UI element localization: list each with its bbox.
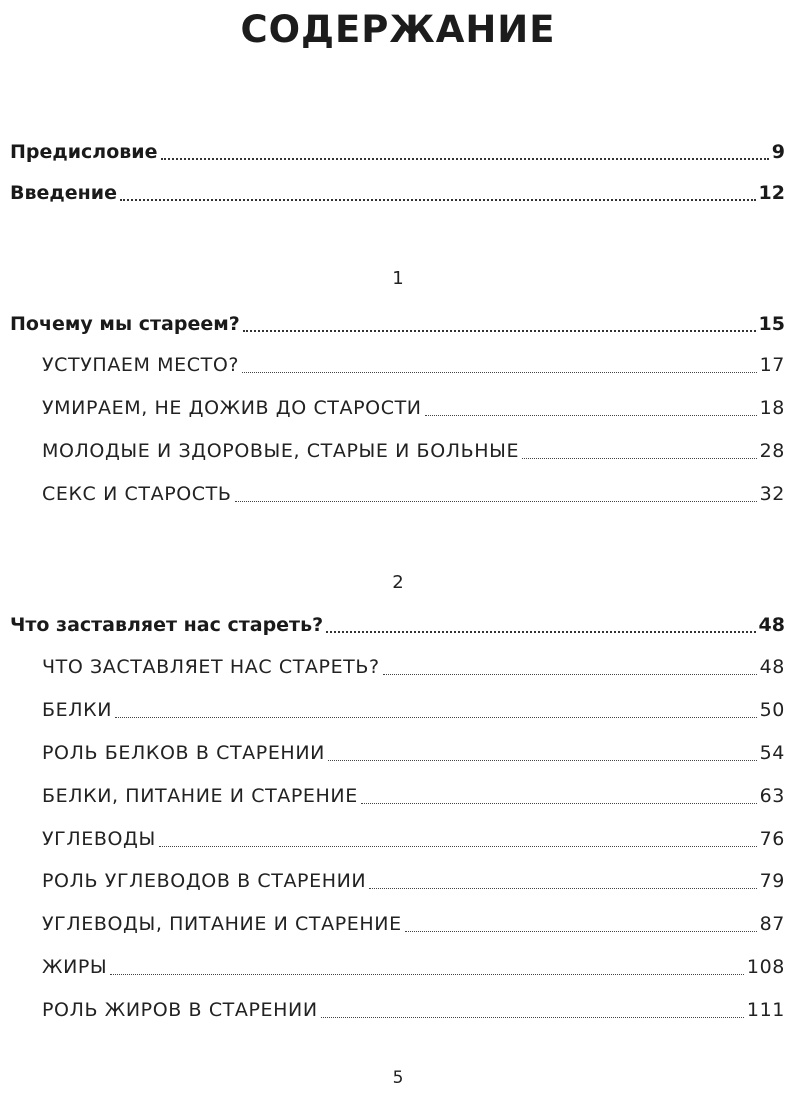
dot-leader: [361, 803, 757, 804]
toc-section-entry[interactable]: [42, 656, 785, 678]
toc-entry-page: 18: [759, 397, 785, 419]
toc-entry-label: РОЛЬ ЖИРОВ В СТАРЕНИИ: [42, 999, 318, 1021]
toc-entry-label: ЖИРЫ: [42, 956, 108, 978]
page-number: 5: [392, 1068, 404, 1088]
toc-section-entry[interactable]: [42, 483, 785, 505]
toc-chapter-title[interactable]: [10, 614, 785, 636]
chapter-number: 1: [392, 268, 404, 289]
toc-entry-label: БЕЛКИ, ПИТАНИЕ И СТАРЕНИЕ: [42, 785, 358, 807]
dot-leader: [115, 717, 757, 718]
toc-section-entry[interactable]: [42, 354, 785, 376]
dot-leader: [369, 888, 756, 889]
toc-entry-page: 63: [759, 785, 785, 807]
toc-entry-page: 50: [759, 699, 785, 721]
toc-section-entry[interactable]: [42, 397, 785, 419]
dot-leader: [321, 1017, 744, 1018]
page-title: СОДЕРЖАНИЕ: [240, 8, 556, 51]
toc-entry-page: 32: [759, 483, 785, 505]
toc-entry-page: 108: [746, 956, 785, 978]
dot-leader: [120, 199, 756, 201]
dot-leader: [161, 158, 769, 160]
toc-section-entry[interactable]: [42, 870, 785, 892]
toc-entry-page: 111: [746, 999, 785, 1021]
toc-entry-page: 48: [759, 656, 785, 678]
toc-section-entry[interactable]: [42, 785, 785, 807]
toc-entry-label: Предисловие: [10, 141, 158, 163]
toc-entry-page: 48: [758, 614, 785, 636]
dot-leader: [383, 674, 757, 675]
dot-leader: [326, 631, 755, 633]
toc-entry-page: 15: [758, 313, 785, 335]
toc-entry-page: 12: [758, 182, 785, 204]
toc-entry-page: 76: [759, 828, 785, 850]
toc-entry-preface[interactable]: [10, 141, 785, 163]
dot-leader: [159, 846, 757, 847]
toc-entry-introduction[interactable]: [10, 182, 785, 204]
toc-entry-label: Что заставляет нас стареть?: [10, 614, 324, 636]
toc-entry-label: ЧТО ЗАСТАВЛЯЕТ НАС СТАРЕТЬ?: [42, 656, 380, 678]
toc-section-entry[interactable]: [42, 742, 785, 764]
chapter-number: 2: [392, 572, 404, 593]
toc-entry-label: УСТУПАЕМ МЕСТО?: [42, 354, 240, 376]
dot-leader: [243, 330, 756, 332]
toc-entry-label: Введение: [10, 182, 117, 204]
toc-entry-page: 79: [759, 870, 785, 892]
toc-entry-label: Почему мы стареем?: [10, 313, 240, 335]
dot-leader: [235, 501, 757, 502]
toc-section-entry[interactable]: [42, 828, 785, 850]
dot-leader: [522, 458, 756, 459]
toc-entry-label: РОЛЬ УГЛЕВОДОВ В СТАРЕНИИ: [42, 870, 367, 892]
toc-entry-label: УГЛЕВОДЫ: [42, 828, 156, 850]
dot-leader: [405, 931, 757, 932]
toc-entry-page: 9: [771, 141, 785, 163]
toc-entry-label: РОЛЬ БЕЛКОВ В СТАРЕНИИ: [42, 742, 325, 764]
toc-chapter-title[interactable]: [10, 313, 785, 335]
toc-entry-page: 28: [759, 440, 785, 462]
toc-entry-label: БЕЛКИ: [42, 699, 113, 721]
dot-leader: [425, 415, 757, 416]
toc-entry-label: УМИРАЕМ, НЕ ДОЖИВ ДО СТАРОСТИ: [42, 397, 422, 419]
toc-section-entry[interactable]: [42, 999, 785, 1021]
dot-leader: [328, 760, 757, 761]
dot-leader: [110, 974, 744, 975]
toc-section-entry[interactable]: [42, 913, 785, 935]
toc-entry-page: 17: [759, 354, 785, 376]
toc-entry-page: 87: [759, 913, 785, 935]
toc-section-entry[interactable]: [42, 699, 785, 721]
toc-entry-label: СЕКС И СТАРОСТЬ: [42, 483, 232, 505]
dot-leader: [242, 372, 757, 373]
toc-entry-page: 54: [759, 742, 785, 764]
toc-entry-label: УГЛЕВОДЫ, ПИТАНИЕ И СТАРЕНИЕ: [42, 913, 402, 935]
toc-entry-label: МОЛОДЫЕ И ЗДОРОВЫЕ, СТАРЫЕ И БОЛЬНЫЕ: [42, 440, 520, 462]
toc-section-entry[interactable]: [42, 440, 785, 462]
toc-section-entry[interactable]: [42, 956, 785, 978]
